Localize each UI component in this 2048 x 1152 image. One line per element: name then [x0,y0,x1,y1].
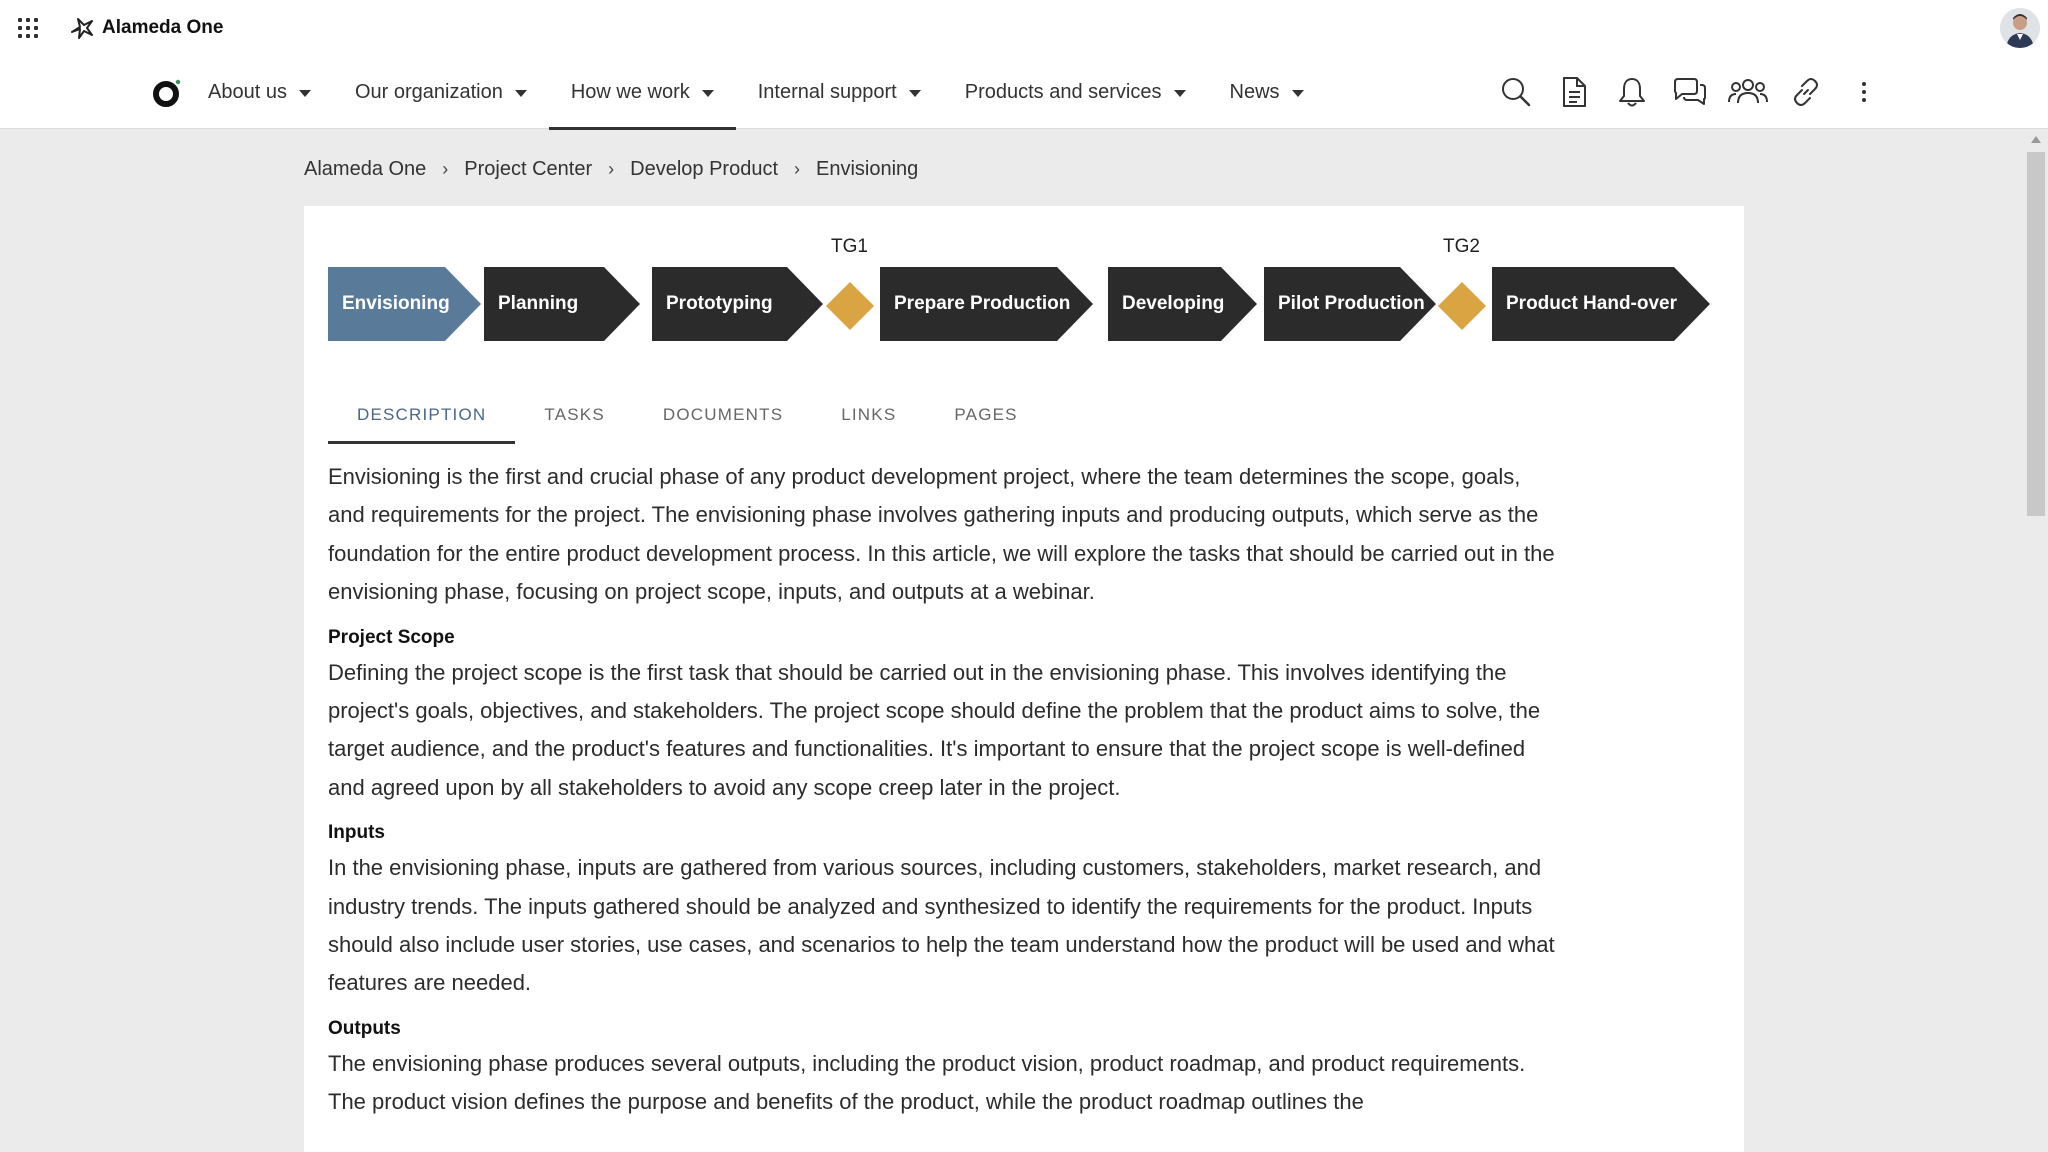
nav-item-about-us[interactable] [186,56,333,129]
caret-down-icon [515,90,527,97]
nav-toolbar [1496,72,1884,112]
caret-down-icon [1174,90,1186,97]
scroll-thumb[interactable] [2027,152,2045,516]
more-options-icon[interactable] [1844,72,1884,112]
tab-pages[interactable]: PAGES [954,405,1018,424]
link-icon[interactable] [1786,72,1826,112]
caret-down-icon [299,90,311,97]
scroll-up-arrow-icon[interactable] [2031,136,2041,143]
section-paragraph: The envisioning phase produces several outputs, including the product vision, product roadmap, and product requirements. The product vision defines the purpose and benefits of the product, while the product roadmap outlines the [328,1050,1526,1115]
process-step-label: Prepare Production [894,293,1071,314]
section-heading: Project Scope [328,626,455,648]
caret-down-icon [1292,90,1304,97]
people-icon[interactable] [1728,72,1768,112]
user-avatar[interactable] [2000,8,2040,48]
tab-documents[interactable]: DOCUMENTS [662,405,784,424]
content-tabs [328,386,1047,446]
process-step-label: Planning [498,293,579,314]
search-icon[interactable] [1496,72,1536,112]
caret-down-icon [702,90,714,97]
intro-paragraph: Envisioning is the first and crucial phase of any product development project, where the team determines the scope, goals, and requirements for the project. The envisioning phase involves gathering inputs and producing outputs, which serve as the foundation for the entire product development process. In this article, we will explore the tasks that should be carried out in the envisioning phase, focusing on project scope, inputs, and outputs at a webinar. [328,464,1555,605]
app-launcher-icon[interactable] [16,16,40,40]
process-step-developing[interactable] [1108,267,1257,341]
site-logo-icon[interactable] [152,78,182,108]
section-paragraph: Defining the project scope is the first task that should be carried out in the envisioning phase. This involves identifying the project's goals, objectives, and stakeholders. The project scope should define the problem that the product aims to solve, the target audience, and the product's features and functionalities. It's important to ensure that the project scope is well-defined and agreed upon by all stakeholders to avoid any scope creep later in the project. [328,659,1541,800]
tab-description[interactable]: DESCRIPTION [328,386,515,444]
chevron-right-icon: › [442,158,449,179]
process-step-label: Pilot Production [1278,293,1425,314]
gate-diamond-icon[interactable] [826,282,874,330]
process-step-label: Product Hand-over [1506,293,1678,314]
process-step-label: Envisioning [342,293,450,314]
content-card [304,206,1744,1152]
chevron-right-icon: › [608,158,615,179]
brand-logo-icon [70,16,96,40]
breadcrumb-item[interactable]: Develop Product [630,157,779,180]
section-paragraph: In the envisioning phase, inputs are gathered from various sources, including customers, stakeholders, market research, and industry trends. The inputs gathered should be analyzed and synthesized to identify the requirements for the product. Inputs should also include user stories, use cases, and scenarios to help the team understand how the product will be used and what features are needed. [328,855,1555,996]
nav-item-label: How we work [570,81,690,103]
nav-item-internal-support[interactable] [736,56,943,129]
document-icon[interactable] [1554,72,1594,112]
section-heading: Outputs [328,1017,401,1039]
tab-links[interactable]: LINKS [841,405,897,424]
process-step-envisioning[interactable] [328,267,481,341]
nav-menu [186,56,1326,129]
process-flow [328,236,1718,346]
breadcrumb [304,154,918,184]
nav-item-news[interactable] [1208,56,1326,129]
gate-label: TG1 [831,236,868,257]
caret-down-icon [909,90,921,97]
tab-tasks[interactable]: TASKS [544,405,605,424]
nav-item-products-and-services[interactable] [943,56,1208,129]
process-step-prototyping[interactable] [652,267,823,341]
top-navigation [0,56,2048,129]
nav-item-our-organization[interactable] [333,56,549,129]
process-step-label: Developing [1122,293,1225,314]
nav-item-label: Internal support [757,81,897,103]
process-step-product-hand-over[interactable] [1492,267,1710,341]
process-step-label: Prototyping [666,293,773,314]
gate-diamond-icon[interactable] [1438,282,1486,330]
vertical-scrollbar[interactable] [2024,130,2048,1152]
gate-label: TG2 [1443,236,1480,257]
chevron-right-icon: › [794,158,801,179]
process-step-prepare-production[interactable] [880,267,1093,341]
breadcrumb-item[interactable]: Project Center [464,157,593,180]
brand-name: Alameda One [102,17,224,38]
nav-item-label: Our organization [354,81,503,103]
nav-item-label: Products and services [964,81,1162,103]
suite-bar [0,0,2048,56]
breadcrumb-item-current: Envisioning [816,157,919,180]
section-heading: Inputs [328,822,385,844]
nav-item-label: About us [208,81,287,103]
nav-item-label: News [1229,81,1280,103]
process-step-pilot-production[interactable] [1264,267,1436,341]
process-step-planning[interactable] [484,267,640,341]
brand[interactable] [70,14,223,42]
article-body [328,458,1558,1136]
breadcrumb-item[interactable]: Alameda One [304,157,427,180]
bell-icon[interactable] [1612,72,1652,112]
chat-icon[interactable] [1670,72,1710,112]
nav-item-how-we-work[interactable] [549,56,736,129]
